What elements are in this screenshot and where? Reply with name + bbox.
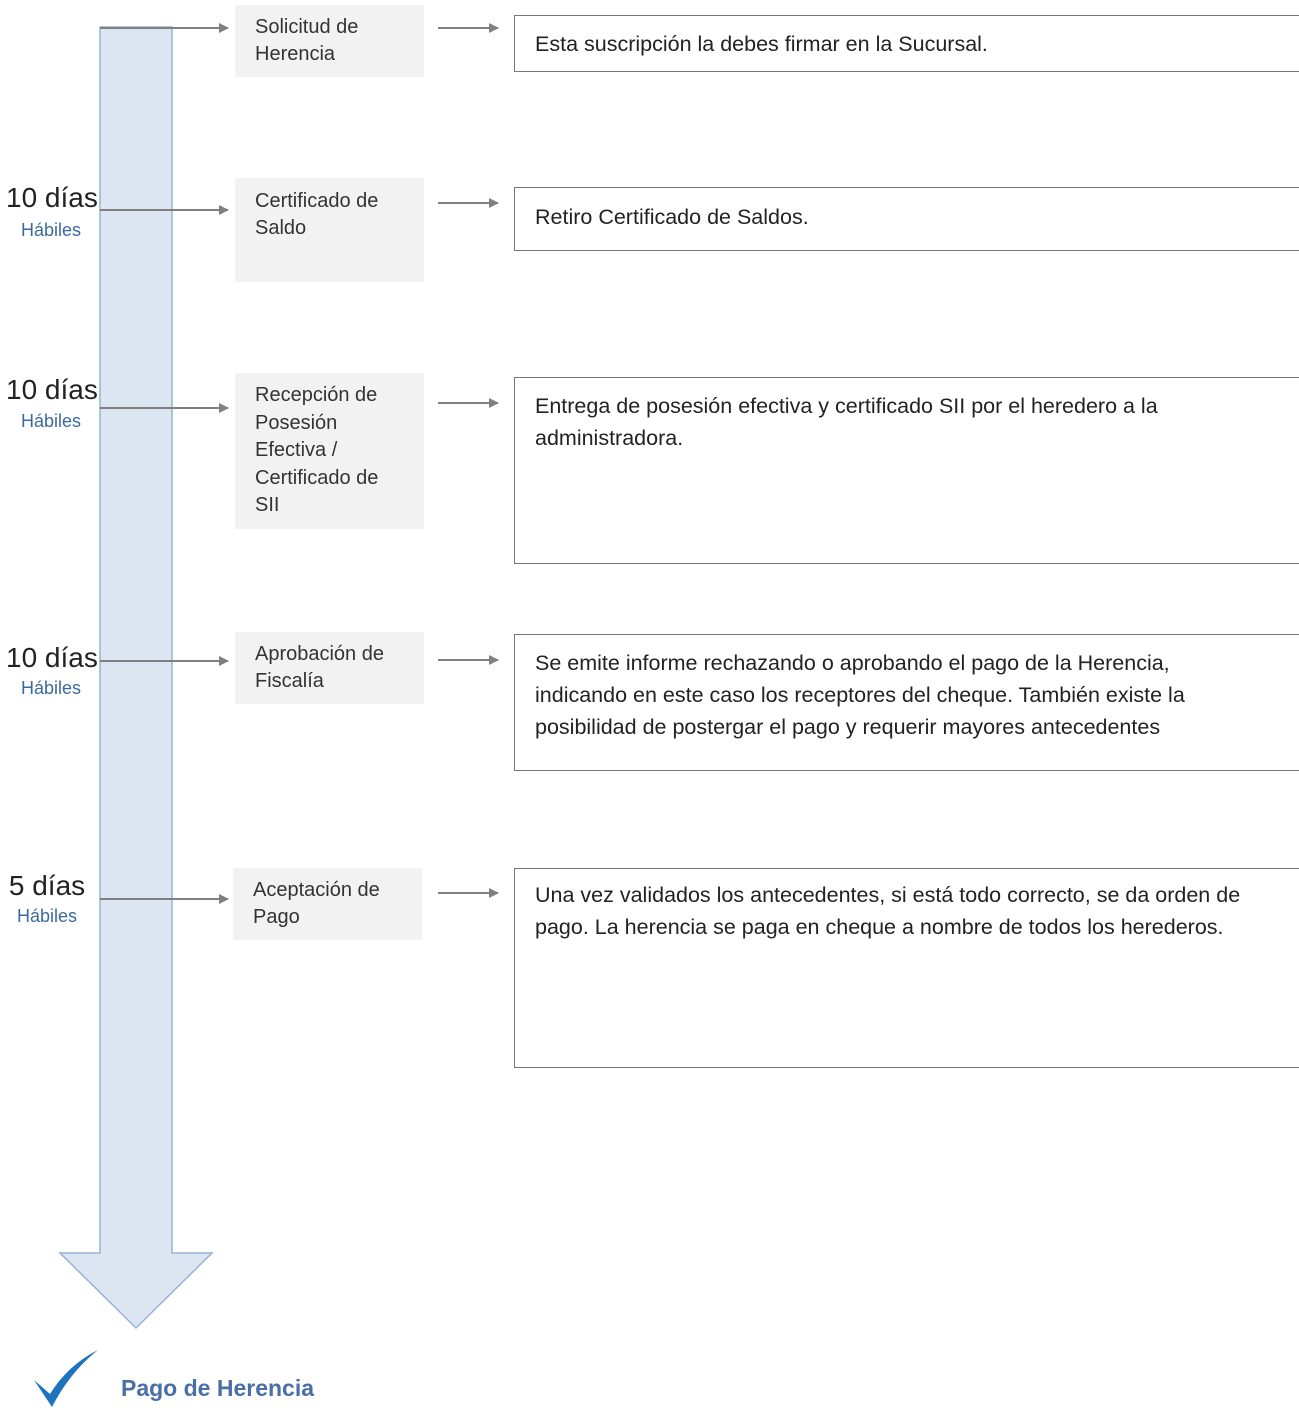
description-box-recepcion	[514, 377, 1299, 564]
description-text: Una vez validados los antecedentes, si está todo correcto, se da orden de pago. La herencia se paga en cheque a nombre de todos los herederos.	[535, 883, 1241, 939]
description-box-certificado	[514, 187, 1299, 251]
final-step-label: Pago de Herencia	[121, 1375, 315, 1401]
step-label: Aprobación de Fiscalía	[255, 643, 384, 692]
step-label: Aceptación de Pago	[253, 879, 380, 928]
duration-unit: Hábiles	[20, 678, 82, 698]
duration-unit: Hábiles	[20, 220, 82, 240]
description-text: Se emite informe rechazando o aprobando el pago de la Herencia, indicando en este caso los receptores del cheque. También existe la posibilidad de postergar el pago y requerir mayores antecedentes	[535, 651, 1185, 739]
duration-unit: Hábiles	[16, 906, 78, 926]
description-text: Retiro Certificado de Saldos.	[535, 205, 809, 229]
description-text: Esta suscripción la debes firmar en la Sucursal.	[535, 32, 988, 56]
duration-days: 10 días	[6, 642, 98, 673]
step-box-aprobacion	[235, 632, 424, 704]
description-box-aceptacion	[514, 868, 1299, 1068]
check-icon	[34, 1350, 98, 1407]
step-box-certificado	[235, 178, 424, 282]
description-box-solicitud	[514, 15, 1299, 72]
duration-days: 10 días	[6, 374, 98, 405]
step-box-solicitud	[235, 5, 424, 77]
step-label: Recepción de Posesión Efectiva / Certificado de SII	[255, 384, 379, 517]
step-box-recepcion	[235, 373, 424, 529]
duration-days: 10 días	[6, 182, 98, 213]
step-label: Certificado de Saldo	[255, 190, 379, 239]
description-text: Entrega de posesión efectiva y certificado SII por el heredero a la administradora.	[535, 394, 1158, 450]
step-box-aceptacion	[233, 868, 422, 940]
duration-unit: Hábiles	[20, 411, 82, 431]
step-label: Solicitud de Herencia	[255, 16, 359, 65]
description-box-aprobacion	[514, 634, 1299, 771]
duration-days: 5 días	[8, 870, 86, 901]
